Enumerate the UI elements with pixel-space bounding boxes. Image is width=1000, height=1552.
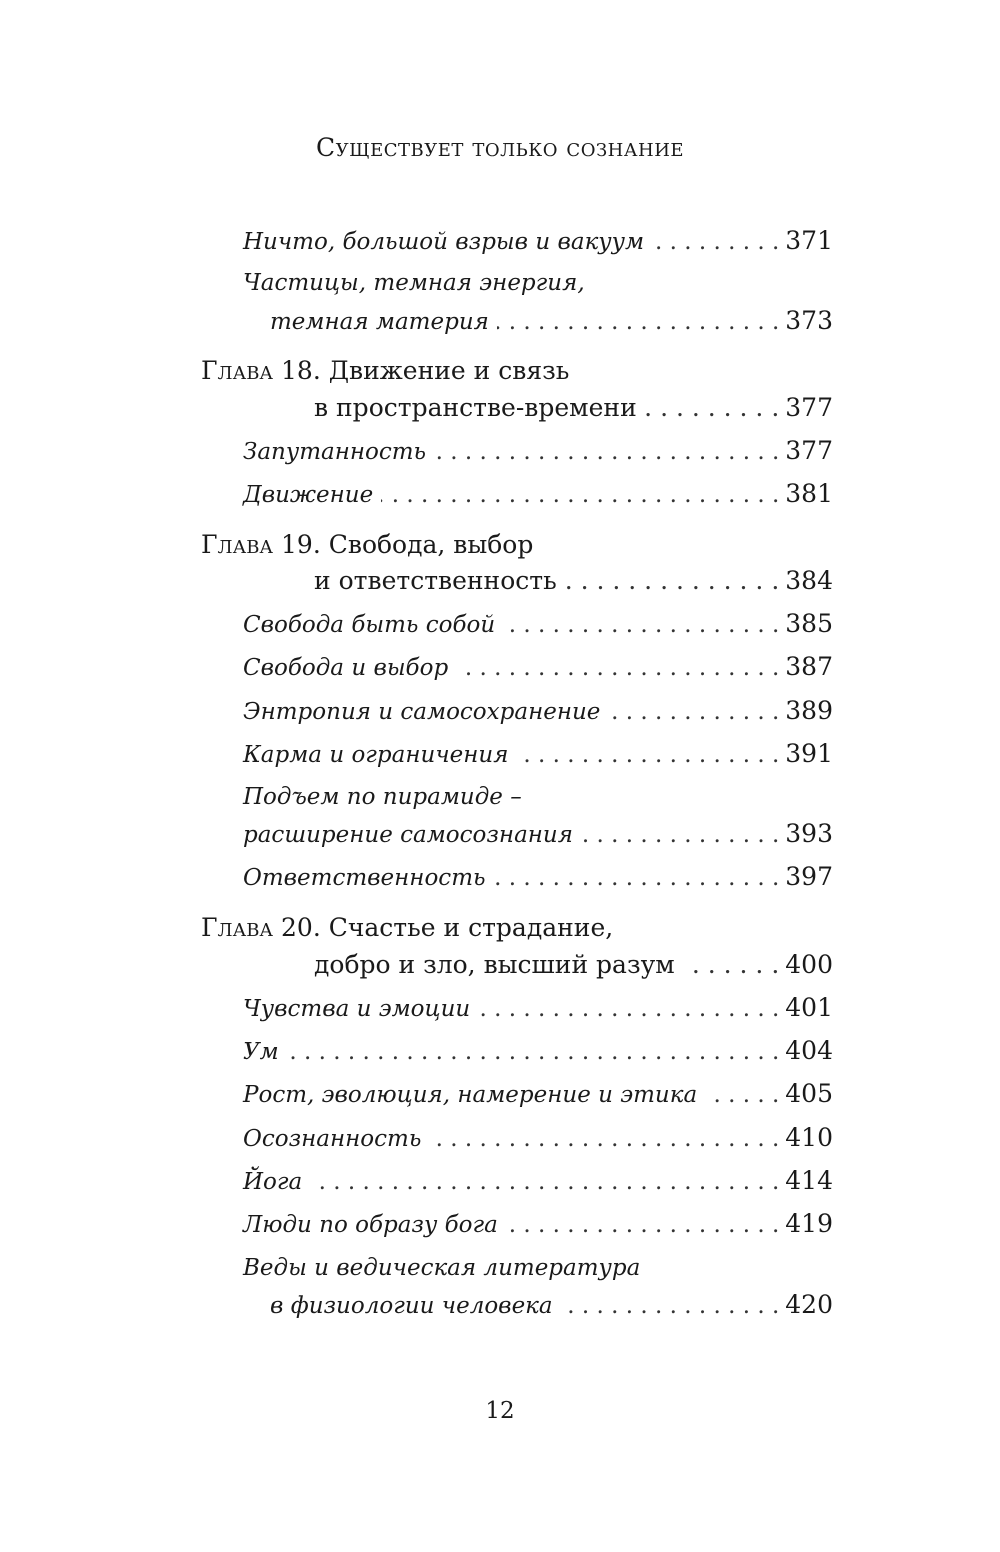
toc-entry [243,434,833,468]
toc-entry [243,737,833,771]
toc-entry-page: 377 [785,436,833,465]
toc-entry-title: Карма и ограничения [243,742,509,768]
toc-entry [243,694,833,728]
toc-entry-page: 410 [785,1123,833,1152]
toc-entry-title: Осознанность [243,1126,422,1152]
dot-leader [565,564,780,598]
toc-entry [243,1034,833,1068]
toc-entry-title: Свобода и выбор [243,655,449,681]
chapter-heading [201,528,533,562]
toc-entry [243,1121,833,1155]
toc-entry-title: Ответственность [243,865,486,891]
chapter-heading [201,354,569,388]
dot-leader [497,305,779,339]
toc-entry-page: 377 [785,393,833,422]
toc-entry-page: 387 [785,652,833,681]
toc-entry-title: Йога [243,1169,303,1195]
chapter-title: добро и зло, высший разум [314,950,675,979]
dot-leader [581,818,779,852]
dot-leader [645,391,780,425]
chapter-title: Свобода, выбор [328,530,534,559]
chapter-title: Счастье и страдание, [328,913,614,942]
toc-entry [314,564,833,598]
toc-entry-title: Энтропия и самосохранение [243,699,601,725]
toc-entry-title: Ум [243,1039,279,1065]
toc-entry [243,860,833,894]
dot-leader [652,225,779,259]
toc-entry [243,817,833,851]
dot-leader [516,738,779,772]
dot-leader [381,478,779,512]
toc-entry-title: расширение самосознания [243,822,573,848]
dot-leader [506,1208,779,1242]
toc-entry-page: 381 [785,479,833,508]
toc-entry-page: 385 [785,609,833,638]
dot-leader [434,435,779,469]
dot-leader [503,608,779,642]
toc-entry [243,1077,833,1111]
toc-entry-page: 404 [785,1036,833,1065]
toc-entry-title-line: Веды и ведическая литература [243,1255,641,1281]
toc-entry-title: Чувства и эмоции [243,996,471,1022]
page-number: 12 [485,1398,515,1424]
dot-leader [310,1165,779,1199]
toc-entry-page: 371 [785,226,833,255]
chapter-title: и ответственность [314,566,557,595]
toc-entry-title: в физиологии человека [270,1293,553,1319]
toc-entry-title-line: Подъем по пирамиде – [243,784,522,810]
toc-entry-title: Свобода быть собой [243,612,496,638]
toc-entry [243,607,833,641]
toc-entry [243,224,833,258]
dot-leader [494,861,780,895]
toc-entry-page: 384 [785,566,833,595]
chapter-label: Глава 18. [201,356,321,385]
toc-entry [243,477,833,511]
toc-entry-title: Люди по образу бога [243,1212,498,1238]
toc-entry-title: темная материя [270,309,489,335]
chapter-heading [201,911,613,945]
dot-leader [705,1078,779,1112]
toc-entry-page: 414 [785,1166,833,1195]
toc-entry [243,991,833,1025]
dot-leader [561,1289,780,1323]
toc-entry-page: 401 [785,993,833,1022]
dot-leader [456,651,779,685]
toc-entry-page: 420 [785,1290,833,1319]
toc-entry-title: Ничто, большой взрыв и вакуум [243,229,645,255]
toc-entry [270,1288,833,1322]
toc-entry-page: 397 [785,862,833,891]
toc-entry-title-line: Частицы, темная энергия, [243,270,585,296]
dot-leader [478,992,779,1026]
dot-leader [429,1122,779,1156]
chapter-label: Глава 20. [201,913,321,942]
toc-entry-title: Запутанность [243,439,427,465]
toc-entry [270,304,833,338]
dot-leader [287,1035,780,1069]
toc-entry-title: Рост, эволюция, намерение и этика [243,1082,698,1108]
toc-entry [243,650,833,684]
toc-entry [243,1207,833,1241]
toc-entry [243,1164,833,1198]
toc-entry-page: 373 [785,306,833,335]
running-head: Существует только сознание [315,133,685,162]
chapter-title: Движение и связь [328,356,570,385]
toc-entry-page: 400 [785,950,833,979]
chapter-label: Глава 19. [201,530,321,559]
toc-entry [314,948,833,982]
toc-entry-page: 391 [785,739,833,768]
toc-entry-page: 419 [785,1209,833,1238]
toc-entry-page: 405 [785,1079,833,1108]
toc-entry-page: 393 [785,819,833,848]
toc-entry-page: 389 [785,696,833,725]
chapter-title: в пространстве-времени [314,393,637,422]
toc-entry-title: Движение [243,482,374,508]
dot-leader [683,948,780,982]
toc-entry [314,391,833,425]
dot-leader [608,695,779,729]
